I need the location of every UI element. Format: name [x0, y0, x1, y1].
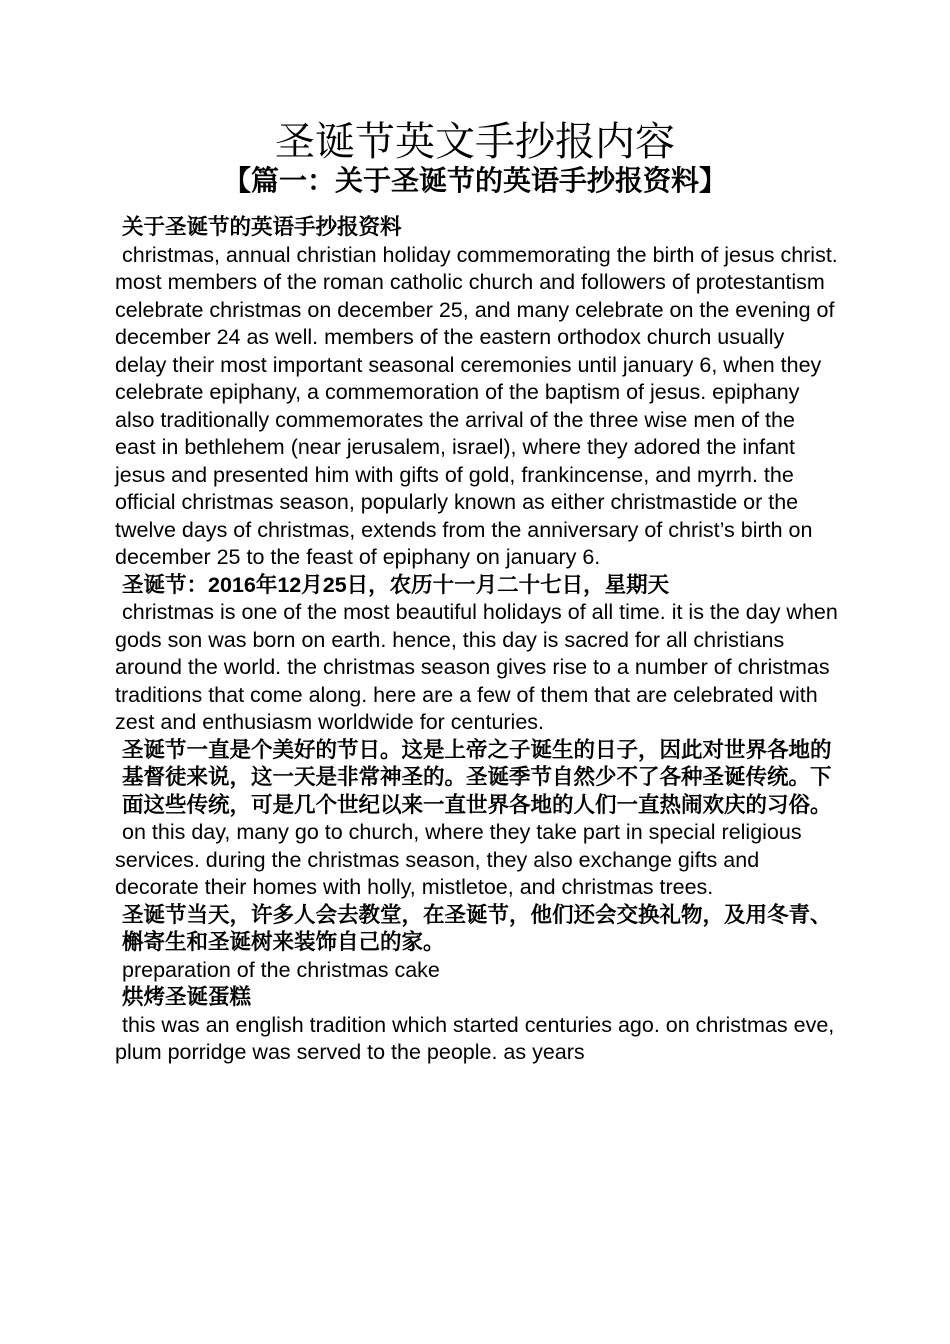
- body-paragraph: christmas, annual christian holiday commemorating the birth of jesus christ. most members of the roman catholic church and followers of protestantism celebrate christmas on december 25, and many celebrate on the evening of december 24 as well. members of the eastern orthodox church usually delay their most important seasonal ceremonies until january 6, when they celebrate epiphany, a commemoration of the baptism of jesus. epiphany also traditionally commemorates the arrival of the three wise men of the east in bethlehem (near jerusalem, israel), where they adored the infant jesus and presented him with gifts of gold, frankincense, and myrrh. the official christmas season, popularly known as either christmastide or the twelve days of christmas, extends from the anniversary of christ’s birth on december 25 to the feast of epiphany on january 6.: [115, 242, 838, 569]
- body-paragraph: christmas is one of the most beautiful holidays of all time. it is the day when gods son was born on earth. hence, this day is sacred for all christians around the world. the christmas season gives rise to a number of christmas traditions that come along. here are a few of them that are celebrated with zest and enthusiasm worldwide for centuries.: [115, 600, 838, 734]
- body-paragraph: on this day, many go to church, where they take part in special religious services. during the christmas season, they also exchange gifts and decorate their homes with holly, mistletoe, and christmas trees.: [115, 820, 802, 899]
- document-subtitle: 【篇一：关于圣诞节的英语手抄报资料】: [222, 165, 727, 196]
- document-body: [115, 214, 840, 1067]
- body-paragraph: this was an english tradition which started centuries ago. on christmas eve, plum porridge was served to the people. as years: [115, 1012, 835, 1064]
- section-heading: 关于圣诞节的英语手抄报资料: [122, 215, 402, 239]
- section-heading: 圣诞节当天，许多人会去教堂，在圣诞节，他们还会交换礼物，及用冬青、槲寄生和圣诞树来装饰自己的家。: [122, 902, 832, 954]
- section-heading: 烘烤圣诞蛋糕: [122, 985, 252, 1009]
- body-paragraph: preparation of the christmas cake: [122, 957, 440, 982]
- section-heading: 圣诞节一直是个美好的节日。这是上帝之子诞生的日子，因此对世界各地的基督徒来说，这一天是非常神圣的。圣诞季节自然少不了各种圣诞传统。下面这些传统，可是几个世纪以来一直世界各地的人们一直热闹欢庆的习俗。: [122, 737, 832, 817]
- document-title: 圣诞节英文手抄报内容: [275, 120, 675, 164]
- section-heading: 圣诞节：2016年12月25日，农历十一月二十七日，星期天: [122, 572, 670, 597]
